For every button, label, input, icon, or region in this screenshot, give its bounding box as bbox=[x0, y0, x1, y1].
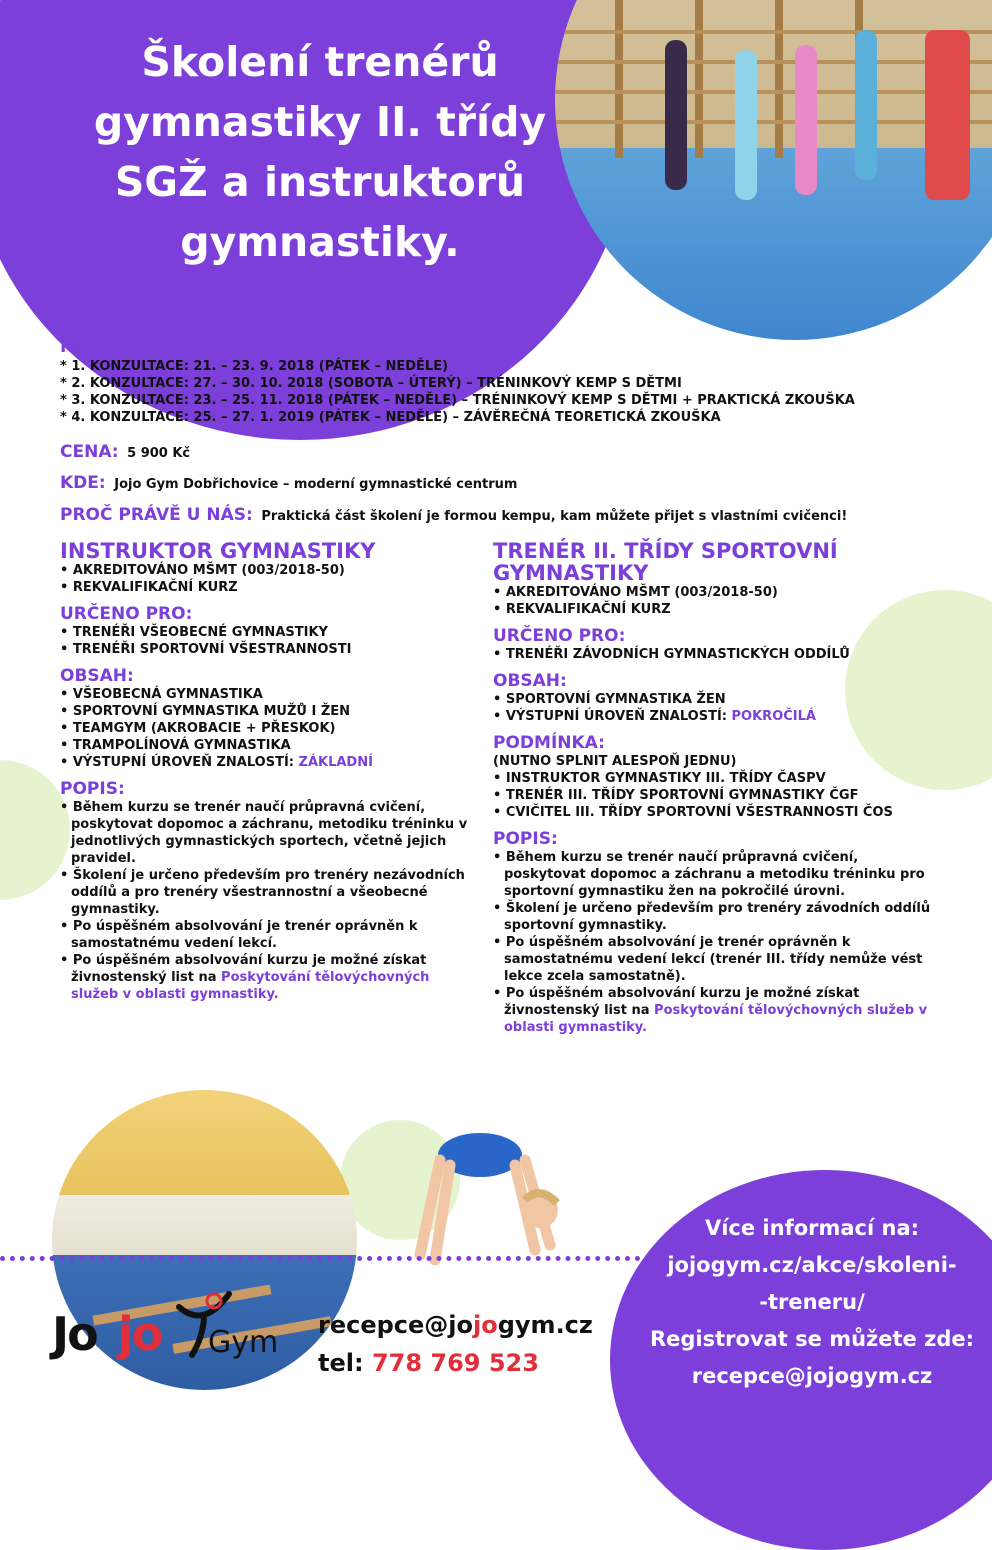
schedule-line: * 3. KONZULTACE: 23. – 25. 11. 2018 (PÁTEK – NEDĚLE) – TRÉNINKOVÝ KEMP S DĚTMI + PRAKTICKÁ ZKOUŠKA bbox=[60, 393, 855, 408]
level-item bbox=[493, 708, 933, 725]
list-item: (NUTNO SPLNIT ALESPOŇ JEDNU) bbox=[493, 754, 737, 769]
email-part: recepce@jo bbox=[318, 1311, 474, 1339]
content-label: OBSAH: bbox=[60, 666, 134, 686]
info-block bbox=[612, 1210, 992, 1395]
email-part-red: jo bbox=[473, 1311, 498, 1339]
description-label: POPIS: bbox=[493, 829, 558, 849]
level-value: POKROČILÁ bbox=[731, 709, 816, 724]
schedule-label: KDY bbox=[60, 337, 99, 357]
description-item: • Během kurzu se trenér naučí průpravná cvičení, poskytovat dopomoc a záchranu, metodiku tréninku v jednotlivých gymnastických sportech, včetně jejich pravidel. bbox=[60, 800, 468, 866]
info-url-cont[interactable]: -treneru/ bbox=[759, 1290, 865, 1314]
contact-email[interactable] bbox=[318, 1306, 593, 1344]
description-item: • Školení je určeno především pro trenéry nezávodních oddílů a pro trenéry všestrannostní a všeobecné gymnastiky. bbox=[60, 868, 465, 917]
list-item: • REKVALIFIKAČNÍ KURZ bbox=[60, 580, 238, 595]
description-text: • Po úspěšném absolvování kurzu je možné získat živnostenský list na bbox=[493, 986, 860, 1018]
why-row bbox=[60, 505, 847, 525]
logo-text-jo-red: jo bbox=[118, 1307, 162, 1361]
list-item: • TRENÉR III. TŘÍDY SPORTOVNÍ GYMNASTIKY ČGF bbox=[493, 788, 859, 803]
coach-heading: TRENÉR II. TŘÍDY SPORTOVNÍ GYMNASTIKY bbox=[493, 539, 838, 585]
list-item: • AKREDITOVÁNO MŠMT (003/2018-50) bbox=[493, 585, 778, 600]
why-label: PROČ PRÁVĚ U NÁS: bbox=[60, 505, 253, 525]
register-text: Registrovat se můžete zde: bbox=[649, 1327, 974, 1351]
schedule-section bbox=[60, 336, 855, 426]
description-label: POPIS: bbox=[60, 779, 125, 799]
description-text: • Po úspěšném absolvování kurzu je možné získat živnostenský list na bbox=[60, 953, 427, 985]
list-item: • TRENÉŘI SPORTOVNÍ VŠESTRANNOSTI bbox=[60, 642, 352, 657]
description-highlight: Poskytování tělovýchovných služeb v oblasti gymnastiky. bbox=[504, 1003, 928, 1035]
email-part: gym.cz bbox=[497, 1311, 593, 1339]
schedule-line: * 2. KONZULTACE: 27. – 30. 10. 2018 (SOBOTA – ÚTERÝ) – TRÉNINKOVÝ KEMP S DĚTMI bbox=[60, 376, 682, 391]
schedule-line: * 1. KONZULTACE: 21. – 23. 9. 2018 (PÁTEK – NEDĚLE) bbox=[60, 359, 449, 374]
list-item: • SPORTOVNÍ GYMNASTIKA MUŽŮ I ŽEN bbox=[60, 704, 351, 719]
price-row bbox=[60, 442, 190, 462]
description-item: • Po úspěšném absolvování je trenér oprávněn k samostatnému vedení lekcí (trenér III. třídy nemůže vést lekce zcela samostatně). bbox=[493, 935, 923, 984]
logo-text-jo: Jo bbox=[52, 1307, 97, 1361]
condition-label: PODMÍNKA: bbox=[493, 733, 605, 753]
location-value: Jojo Gym Dobřichovice – moderní gymnastické centrum bbox=[114, 477, 518, 492]
page-title: Školení trenérů gymnastiky II. třídy SGŽ a instruktorů gymnastiky. bbox=[93, 38, 547, 266]
phone-value: 778 769 523 bbox=[371, 1349, 539, 1377]
list-item: • TRAMPOLÍNOVÁ GYMNASTIKA bbox=[60, 738, 291, 753]
description-item bbox=[493, 985, 933, 1036]
list-item: • TRENÉŘI VŠEOBECNÉ GYMNASTIKY bbox=[60, 625, 328, 640]
list-item: • REKVALIFIKAČNÍ KURZ bbox=[493, 602, 671, 617]
level-prefix: • VÝSTUPNÍ ÚROVEŇ ZNALOSTÍ: bbox=[60, 755, 294, 770]
register-email[interactable]: recepce@jojogym.cz bbox=[691, 1364, 933, 1388]
content-label: OBSAH: bbox=[493, 671, 567, 691]
contact-phone[interactable] bbox=[318, 1344, 593, 1382]
list-item: • CVIČITEL III. TŘÍDY SPORTOVNÍ VŠESTRANNOSTI ČOS bbox=[493, 805, 893, 820]
description-item: • Během kurzu se trenér naučí průpravná cvičení, poskytovat dopomoc a záchranu a metodiku tréninku pro sportovní gymnastiku žen na pokročilé úrovni. bbox=[493, 850, 925, 899]
instructor-column bbox=[60, 540, 480, 1003]
description-highlight: Poskytování tělovýchovných služeb v oblasti gymnastiky. bbox=[71, 970, 430, 1002]
description-item bbox=[60, 952, 480, 1003]
price-label: CENA: bbox=[60, 442, 119, 462]
jojo-gym-logo bbox=[52, 1297, 302, 1377]
target-label: URČENO PRO: bbox=[493, 626, 626, 646]
target-label: URČENO PRO: bbox=[60, 604, 193, 624]
photo-handstand-wall-bars bbox=[555, 0, 992, 340]
logo-text-gym: Gym bbox=[208, 1325, 279, 1360]
schedule-line: * 4. KONZULTACE: 25. – 27. 1. 2019 (PÁTEK – NEDĚLE) – ZÁVĚREČNÁ TEORETICKÁ ZKOUŠKA bbox=[60, 410, 721, 425]
list-item: • TEAMGYM (AKROBACIE + PŘESKOK) bbox=[60, 721, 336, 736]
list-item: • SPORTOVNÍ GYMNASTIKA ŽEN bbox=[493, 692, 726, 707]
list-item: • VŠEOBECNÁ GYMNASTIKA bbox=[60, 687, 263, 702]
coach-column bbox=[493, 540, 933, 1036]
level-value: ZÁKLADNÍ bbox=[298, 755, 373, 770]
level-prefix: • VÝSTUPNÍ ÚROVEŇ ZNALOSTÍ: bbox=[493, 709, 727, 724]
list-item: • AKREDITOVÁNO MŠMT (003/2018-50) bbox=[60, 563, 345, 578]
contact-block bbox=[318, 1306, 593, 1382]
description-item: • Po úspěšném absolvování je trenér oprávněn k samostatnému vedení lekcí. bbox=[60, 919, 418, 951]
location-row bbox=[60, 473, 517, 493]
why-value: Praktická část školení je formou kempu, kam můžete přijet s vlastními cvičenci! bbox=[261, 509, 848, 524]
description-item: • Školení je určeno především pro trenéry závodních oddílů sportovní gymnastiky. bbox=[493, 901, 931, 933]
phone-label: tel: bbox=[318, 1349, 364, 1377]
list-item: • INSTRUKTOR GYMNASTIKY III. TŘÍDY ČASPV bbox=[493, 771, 826, 786]
level-item bbox=[60, 754, 480, 771]
info-url[interactable]: jojogym.cz/akce/skoleni- bbox=[667, 1253, 957, 1277]
instructor-heading: INSTRUKTOR GYMNASTIKY bbox=[60, 539, 376, 563]
location-label: KDE: bbox=[60, 473, 106, 493]
list-item: • TRENÉŘI ZÁVODNÍCH GYMNASTICKÝCH ODDÍLŮ bbox=[493, 647, 850, 662]
photo-gymnast-bridge bbox=[385, 1115, 585, 1265]
price-value: 5 900 Kč bbox=[127, 446, 191, 461]
info-heading: Více informací na: bbox=[704, 1216, 920, 1240]
